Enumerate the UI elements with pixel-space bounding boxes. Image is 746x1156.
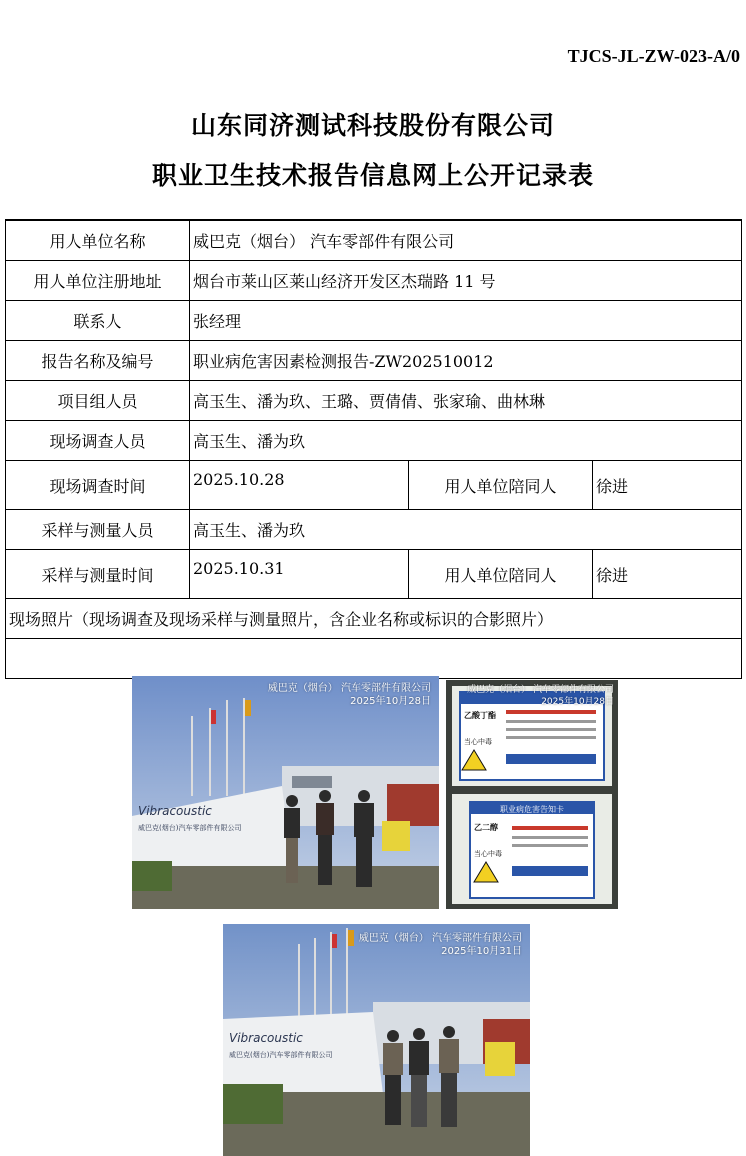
row-employer-name <box>6 220 742 261</box>
value-team: 高玉生、潘为玖、王璐、贾倩倩、张家瑜、曲林琳 <box>190 381 742 421</box>
photo1-caption-company: 威巴克（烟台） 汽车零部件有限公司 <box>267 683 431 694</box>
photo1-caption <box>268 682 431 708</box>
notice-board-title: 职业病危害告知卡 <box>500 805 564 814</box>
notice-board-image <box>446 680 618 909</box>
row-survey-time <box>6 461 742 510</box>
photo3-caption <box>359 932 522 958</box>
site-photo-survey <box>132 676 439 909</box>
notice-chem2: 乙二醇 <box>474 823 498 832</box>
photo3-caption-company: 威巴克（烟台） 汽车零部件有限公司 <box>358 933 522 944</box>
value-employer-address: 烟台市莱山区莱山经济开发区杰瑞路 11 号 <box>190 261 742 301</box>
value-survey-escort: 徐进 <box>593 461 742 510</box>
row-report <box>6 341 742 381</box>
notice-warn1: 当心中毒 <box>464 738 492 746</box>
site-photo-sampling <box>223 924 530 1156</box>
photos-note: 现场照片（现场调查及现场采样与测量照片，含企业名称或标识的合影照片） <box>6 599 742 639</box>
site-photo-survey-image <box>132 676 439 909</box>
row-survey-staff <box>6 421 742 461</box>
site-photo-sampling-image <box>223 924 530 1156</box>
value-report: 职业病危害因素检测报告-ZW202510012 <box>190 341 742 381</box>
label-team: 项目组人员 <box>6 381 190 421</box>
label-employer-address: 用人单位注册地址 <box>6 261 190 301</box>
value-sampling-time: 2025.10.31 <box>190 550 409 599</box>
row-employer-address <box>6 261 742 301</box>
row-photos-note <box>6 599 742 639</box>
notice-chem1: 乙酸丁酯 <box>464 711 496 720</box>
notice-warn2: 当心中毒 <box>474 850 502 858</box>
row-photos <box>6 639 742 679</box>
value-sampling-staff: 高玉生、潘为玖 <box>190 510 742 550</box>
label-survey-staff: 现场调查人员 <box>6 421 190 461</box>
label-report: 报告名称及编号 <box>6 341 190 381</box>
form-title: 职业卫生技术报告信息网上公开记录表 <box>151 161 594 190</box>
value-contact: 张经理 <box>190 301 742 341</box>
value-employer-name: 威巴克（烟台） 汽车零部件有限公司 <box>190 220 742 261</box>
document-code: TJCS-JL-ZW-023-A/0 <box>567 46 740 66</box>
photos-cell <box>6 639 742 1059</box>
label-survey-time: 现场调查时间 <box>6 461 190 510</box>
photo2-caption-company: 威巴克（烟台） 汽车零部件有限公司 <box>467 685 614 695</box>
label-sampling-escort: 用人单位陪同人 <box>409 550 593 599</box>
company-title: 山东同济测试科技股份有限公司 <box>190 111 555 140</box>
notice-board-photo <box>446 680 618 909</box>
value-survey-staff: 高玉生、潘为玖 <box>190 421 742 461</box>
label-contact: 联系人 <box>6 301 190 341</box>
photo1-caption-date: 2025年10月28日 <box>350 696 431 707</box>
label-sampling-time: 采样与测量时间 <box>6 550 190 599</box>
value-sampling-escort: 徐进 <box>593 550 742 599</box>
record-table <box>5 219 742 1059</box>
photo3-caption-date: 2025年10月31日 <box>441 946 522 957</box>
label-employer-name: 用人单位名称 <box>6 220 190 261</box>
label-sampling-staff: 采样与测量人员 <box>6 510 190 550</box>
row-contact <box>6 301 742 341</box>
value-survey-time: 2025.10.28 <box>190 461 409 510</box>
photo1-sign-cn: 威巴克(烟台)汽车零部件有限公司 <box>138 824 242 832</box>
photo2-caption <box>467 684 614 708</box>
row-sampling-time <box>6 550 742 599</box>
photo3-sign-brand: Vibracoustic <box>229 1031 303 1045</box>
photo2-caption-date: 2025年10月28日 <box>541 697 614 707</box>
row-team <box>6 381 742 421</box>
photo1-sign-brand: Vibracoustic <box>138 804 212 818</box>
row-sampling-staff <box>6 510 742 550</box>
photo3-sign-cn: 威巴克(烟台)汽车零部件有限公司 <box>229 1051 333 1059</box>
label-survey-escort: 用人单位陪同人 <box>409 461 593 510</box>
